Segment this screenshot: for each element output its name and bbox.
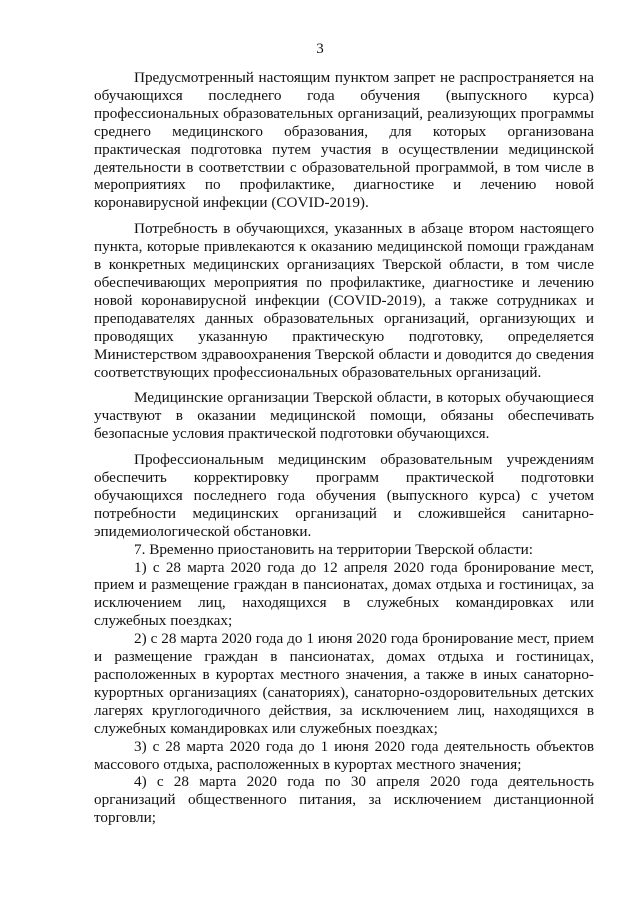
paragraph-medical-organizations: Медицинские организации Тверской области, в которых обучающиеся участвуют в оказании медицинской помощи, обязаны обеспечивать безопасные условия практической подготовки обучающихся. xyxy=(94,389,594,443)
paragraph-ban-exception: Предусмотренный настоящим пунктом запрет не распространяется на обучающихся последнего года обучения (выпускного курса) профессиональных образовательных организаций, реализующих программы среднего медицинского образования, для которых организована практическая подготовка путем участия в осуществлении медицинской деятельности в соответствии с образовательной программой, в том числе в мероприятиях по профилактике, диагностике и лечению новой коронавирусной инфекции (COVID-2019). xyxy=(94,69,594,212)
paragraph-subitem-1: 1) с 28 марта 2020 года до 12 апреля 2020 года бронирование мест, прием и размещение граждан в пансионатах, домах отдыха и гостиницах, за исключением лиц, находящихся в служебных командировках или служебных поездках; xyxy=(94,558,594,630)
document-body xyxy=(94,69,594,827)
paragraph-subitem-3: 3) с 28 марта 2020 года до 1 июня 2020 года деятельность объектов массового отдыха, расположенных в курортах местного значения; xyxy=(94,737,594,773)
paragraph-students-demand: Потребность в обучающихся, указанных в абзаце втором настоящего пункта, которые привлекаются к оказанию медицинской помощи гражданам в конкретных медицинских организациях Тверской области, в том числе обеспечивающих мероприятия по профилактике, диагностике и лечению новой коронавирусной инфекции (COVID-2019), а также сотрудниках и преподавателях данных образовательных организаций, организующих и проводящих указанную практическую подготовку, определяется Министерством здравоохранения Тверской области и доводится до сведения соответствующих профессиональных образовательных организаций. xyxy=(94,220,594,381)
paragraph-item-7-heading: 7. Временно приостановить на территории Тверской области: xyxy=(134,540,533,558)
paragraph-subitem-2: 2) с 28 марта 2020 года до 1 июня 2020 года бронирование мест, прием и размещение граждан в пансионатах, домах отдыха и гостиницах, расположенных в курортах местного значения, а также в иных санаторно-курортных организациях (санаториях), санаторно-оздоровительных детских лагерях круглогодичного действия, за исключением лиц, находящихся в служебных командировках или служебных поездках; xyxy=(94,630,594,737)
paragraph-subitem-4: 4) с 28 марта 2020 года по 30 апреля 2020 года деятельность организаций общественного питания, за исключением дистанционной торговли; xyxy=(94,773,594,827)
page-number: 3 xyxy=(316,41,324,57)
paragraph-program-adjustment: Профессиональным медицинским образовательным учреждениям обеспечить корректировку программ практической подготовки обучающихся последнего года обучения (выпускного курса) с учетом потребности медицинских организаций и сложившейся санитарно-эпидемиологической обстановки. xyxy=(94,451,594,540)
